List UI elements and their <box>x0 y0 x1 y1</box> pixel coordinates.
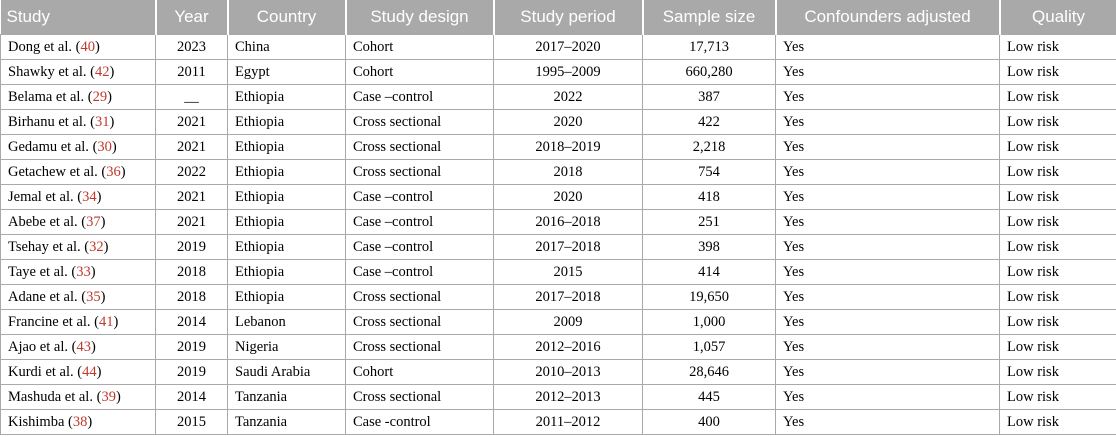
table-row <box>1 85 1116 110</box>
country-cell: Ethiopia <box>228 235 346 260</box>
reference-link[interactable]: 38 <box>72 413 88 430</box>
study-author: Abebe et al. <box>8 213 78 230</box>
year-cell: __ <box>156 85 228 110</box>
design-cell: Cohort <box>346 35 494 60</box>
quality-cell: Low risk <box>1000 160 1116 185</box>
period-cell: 2017–2018 <box>494 235 643 260</box>
study-cell: Shawky et al. (42) <box>1 60 156 85</box>
period-cell: 2020 <box>494 110 643 135</box>
quality-cell: Low risk <box>1000 260 1116 285</box>
period-cell: 1995–2009 <box>494 60 643 85</box>
study-cell: Tsehay et al. (32) <box>1 235 156 260</box>
confounders-cell: Yes <box>776 335 1000 360</box>
study-author: Gedamu et al. <box>8 138 89 155</box>
table-row <box>1 360 1116 385</box>
confounders-cell: Yes <box>776 185 1000 210</box>
country-cell: Nigeria <box>228 335 346 360</box>
country-cell: Ethiopia <box>228 260 346 285</box>
study-author: Tsehay et al. <box>8 238 81 255</box>
quality-cell: Low risk <box>1000 285 1116 310</box>
study-cell: Dong et al. (40) <box>1 35 156 60</box>
reference-link[interactable]: 33 <box>76 263 91 280</box>
quality-cell: Low risk <box>1000 60 1116 85</box>
study-author: Birhanu et al. <box>8 113 87 130</box>
sample-size-cell: 660,280 <box>643 60 776 85</box>
quality-cell: Low risk <box>1000 410 1116 435</box>
study-cell: Kurdi et al. (44) <box>1 360 156 385</box>
design-cell: Case -control <box>346 410 494 435</box>
table-row <box>1 210 1116 235</box>
design-cell: Case –control <box>346 85 494 110</box>
design-cell: Cross sectional <box>346 385 494 410</box>
design-cell: Cross sectional <box>346 285 494 310</box>
sample-size-cell: 1,057 <box>643 335 776 360</box>
header-study: Study <box>1 0 156 35</box>
study-cell: Abebe et al. (37) <box>1 210 156 235</box>
year-cell: 2021 <box>156 185 228 210</box>
design-cell: Cross sectional <box>346 160 494 185</box>
year-cell: 2018 <box>156 285 228 310</box>
confounders-cell: Yes <box>776 35 1000 60</box>
design-cell: Case –control <box>346 210 494 235</box>
table-row <box>1 335 1116 360</box>
sample-size-cell: 398 <box>643 235 776 260</box>
reference-link[interactable]: 37 <box>86 213 101 230</box>
study-author: Belama et al. <box>8 88 85 105</box>
table-row <box>1 160 1116 185</box>
quality-cell: Low risk <box>1000 185 1116 210</box>
sample-size-cell: 754 <box>643 160 776 185</box>
sample-size-cell: 445 <box>643 385 776 410</box>
country-cell: Ethiopia <box>228 210 346 235</box>
table-row <box>1 310 1116 335</box>
period-cell: 2011–2012 <box>494 410 643 435</box>
study-author: Mashuda et al. <box>8 388 93 405</box>
quality-cell: Low risk <box>1000 235 1116 260</box>
table-row <box>1 60 1116 85</box>
design-cell: Case –control <box>346 260 494 285</box>
design-cell: Cohort <box>346 60 494 85</box>
year-cell: 2021 <box>156 110 228 135</box>
reference-link[interactable]: 34 <box>82 188 97 205</box>
table-row <box>1 260 1116 285</box>
year-cell: 2014 <box>156 385 228 410</box>
year-cell: 2021 <box>156 135 228 160</box>
reference-link[interactable]: 32 <box>89 238 104 255</box>
reference-link[interactable]: 44 <box>82 363 97 380</box>
table-row <box>1 110 1116 135</box>
country-cell: Ethiopia <box>228 185 346 210</box>
design-cell: Case –control <box>346 235 494 260</box>
period-cell: 2010–2013 <box>494 360 643 385</box>
year-cell: 2023 <box>156 35 228 60</box>
sample-size-cell: 19,650 <box>643 285 776 310</box>
study-author: Dong et al. <box>8 38 73 55</box>
quality-cell: Low risk <box>1000 35 1116 60</box>
year-cell: 2022 <box>156 160 228 185</box>
country-cell: Ethiopia <box>228 135 346 160</box>
country-cell: Ethiopia <box>228 160 346 185</box>
reference-link[interactable]: 40 <box>80 38 95 55</box>
country-cell: Tanzania <box>228 385 346 410</box>
confounders-cell: Yes <box>776 160 1000 185</box>
reference-link[interactable]: 31 <box>95 113 110 130</box>
year-cell: 2015 <box>156 410 228 435</box>
reference-link[interactable]: 29 <box>92 88 108 105</box>
study-cell: Belama et al. (29) <box>1 85 156 110</box>
period-cell: 2022 <box>494 85 643 110</box>
quality-cell: Low risk <box>1000 85 1116 110</box>
header-study-design: Study design <box>346 0 494 35</box>
table-row <box>1 135 1116 160</box>
year-cell: 2011 <box>156 60 228 85</box>
quality-cell: Low risk <box>1000 310 1116 335</box>
design-cell: Cross sectional <box>346 135 494 160</box>
header-year: Year <box>156 0 228 35</box>
country-cell: Saudi Arabia <box>228 360 346 385</box>
year-cell: 2021 <box>156 210 228 235</box>
period-cell: 2020 <box>494 185 643 210</box>
sample-size-cell: 400 <box>643 410 776 435</box>
reference-link[interactable]: 35 <box>86 288 101 305</box>
period-cell: 2016–2018 <box>494 210 643 235</box>
quality-cell: Low risk <box>1000 210 1116 235</box>
study-cell: Gedamu et al. (30) <box>1 135 156 160</box>
reference-link[interactable]: 30 <box>97 138 112 155</box>
year-cell: 2014 <box>156 310 228 335</box>
study-cell: Getachew et al. (36) <box>1 160 156 185</box>
table-row <box>1 35 1116 60</box>
confounders-cell: Yes <box>776 410 1000 435</box>
header-country: Country <box>228 0 346 35</box>
country-cell: Lebanon <box>228 310 346 335</box>
study-author: Getachew et al. <box>8 163 98 180</box>
confounders-cell: Yes <box>776 110 1000 135</box>
confounders-cell: Yes <box>776 60 1000 85</box>
period-cell: 2015 <box>494 260 643 285</box>
header-study-period: Study period <box>494 0 643 35</box>
study-cell: Mashuda et al. (39) <box>1 385 156 410</box>
table-row <box>1 285 1116 310</box>
period-cell: 2018 <box>494 160 643 185</box>
year-cell: 2019 <box>156 360 228 385</box>
period-cell: 2009 <box>494 310 643 335</box>
year-cell: 2019 <box>156 235 228 260</box>
quality-cell: Low risk <box>1000 360 1116 385</box>
sample-size-cell: 251 <box>643 210 776 235</box>
period-cell: 2012–2013 <box>494 385 643 410</box>
table-row <box>1 185 1116 210</box>
design-cell: Cross sectional <box>346 310 494 335</box>
table-row <box>1 385 1116 410</box>
country-cell: Ethiopia <box>228 85 346 110</box>
country-cell: China <box>228 35 346 60</box>
study-cell: Ajao et al. (43) <box>1 335 156 360</box>
design-cell: Cross sectional <box>346 335 494 360</box>
confounders-cell: Yes <box>776 285 1000 310</box>
confounders-cell: Yes <box>776 85 1000 110</box>
header-row <box>1 0 1116 35</box>
confounders-cell: Yes <box>776 235 1000 260</box>
design-cell: Cross sectional <box>346 110 494 135</box>
design-cell: Case –control <box>346 185 494 210</box>
study-author: Kurdi et al. <box>8 363 74 380</box>
country-cell: Egypt <box>228 60 346 85</box>
confounders-cell: Yes <box>776 210 1000 235</box>
quality-cell: Low risk <box>1000 385 1116 410</box>
reference-link[interactable]: 39 <box>101 388 116 405</box>
period-cell: 2017–2020 <box>494 35 643 60</box>
quality-cell: Low risk <box>1000 110 1116 135</box>
sample-size-cell: 387 <box>643 85 776 110</box>
study-cell: Jemal et al. (34) <box>1 185 156 210</box>
reference-link[interactable]: 36 <box>106 163 121 180</box>
sample-size-cell: 17,713 <box>643 35 776 60</box>
study-author: Taye et al. <box>8 263 68 280</box>
period-cell: 2012–2016 <box>494 335 643 360</box>
reference-link[interactable]: 43 <box>76 338 91 355</box>
confounders-cell: Yes <box>776 135 1000 160</box>
sample-size-cell: 414 <box>643 260 776 285</box>
sample-size-cell: 418 <box>643 185 776 210</box>
country-cell: Tanzania <box>228 410 346 435</box>
sample-size-cell: 28,646 <box>643 360 776 385</box>
study-author: Adane et al. <box>8 288 78 305</box>
study-cell: Francine et al. (41) <box>1 310 156 335</box>
header-quality: Quality <box>1000 0 1116 35</box>
study-author: Kishimba <box>8 413 65 430</box>
confounders-cell: Yes <box>776 360 1000 385</box>
period-cell: 2018–2019 <box>494 135 643 160</box>
table-row <box>1 235 1116 260</box>
period-cell: 2017–2018 <box>494 285 643 310</box>
sample-size-cell: 422 <box>643 110 776 135</box>
study-author: Francine et al. <box>8 313 91 330</box>
table-body <box>1 35 1116 435</box>
header-sample-size: Sample size <box>643 0 776 35</box>
header-confounders: Confounders adjusted <box>776 0 1000 35</box>
study-author: Jemal et al. <box>8 188 74 205</box>
study-cell: Kishimba (38) <box>1 410 156 435</box>
study-cell: Taye et al. (33) <box>1 260 156 285</box>
quality-cell: Low risk <box>1000 335 1116 360</box>
sample-size-cell: 2,218 <box>643 135 776 160</box>
reference-link[interactable]: 41 <box>99 313 114 330</box>
year-cell: 2018 <box>156 260 228 285</box>
country-cell: Ethiopia <box>228 110 346 135</box>
reference-link[interactable]: 42 <box>95 63 110 80</box>
design-cell: Cohort <box>346 360 494 385</box>
confounders-cell: Yes <box>776 260 1000 285</box>
year-cell: 2019 <box>156 335 228 360</box>
table-row <box>1 410 1116 435</box>
study-author: Shawky et al. <box>8 63 87 80</box>
confounders-cell: Yes <box>776 385 1000 410</box>
study-cell: Birhanu et al. (31) <box>1 110 156 135</box>
sample-size-cell: 1,000 <box>643 310 776 335</box>
confounders-cell: Yes <box>776 310 1000 335</box>
study-cell: Adane et al. (35) <box>1 285 156 310</box>
study-author: Ajao et al. <box>8 338 68 355</box>
quality-cell: Low risk <box>1000 135 1116 160</box>
country-cell: Ethiopia <box>228 285 346 310</box>
